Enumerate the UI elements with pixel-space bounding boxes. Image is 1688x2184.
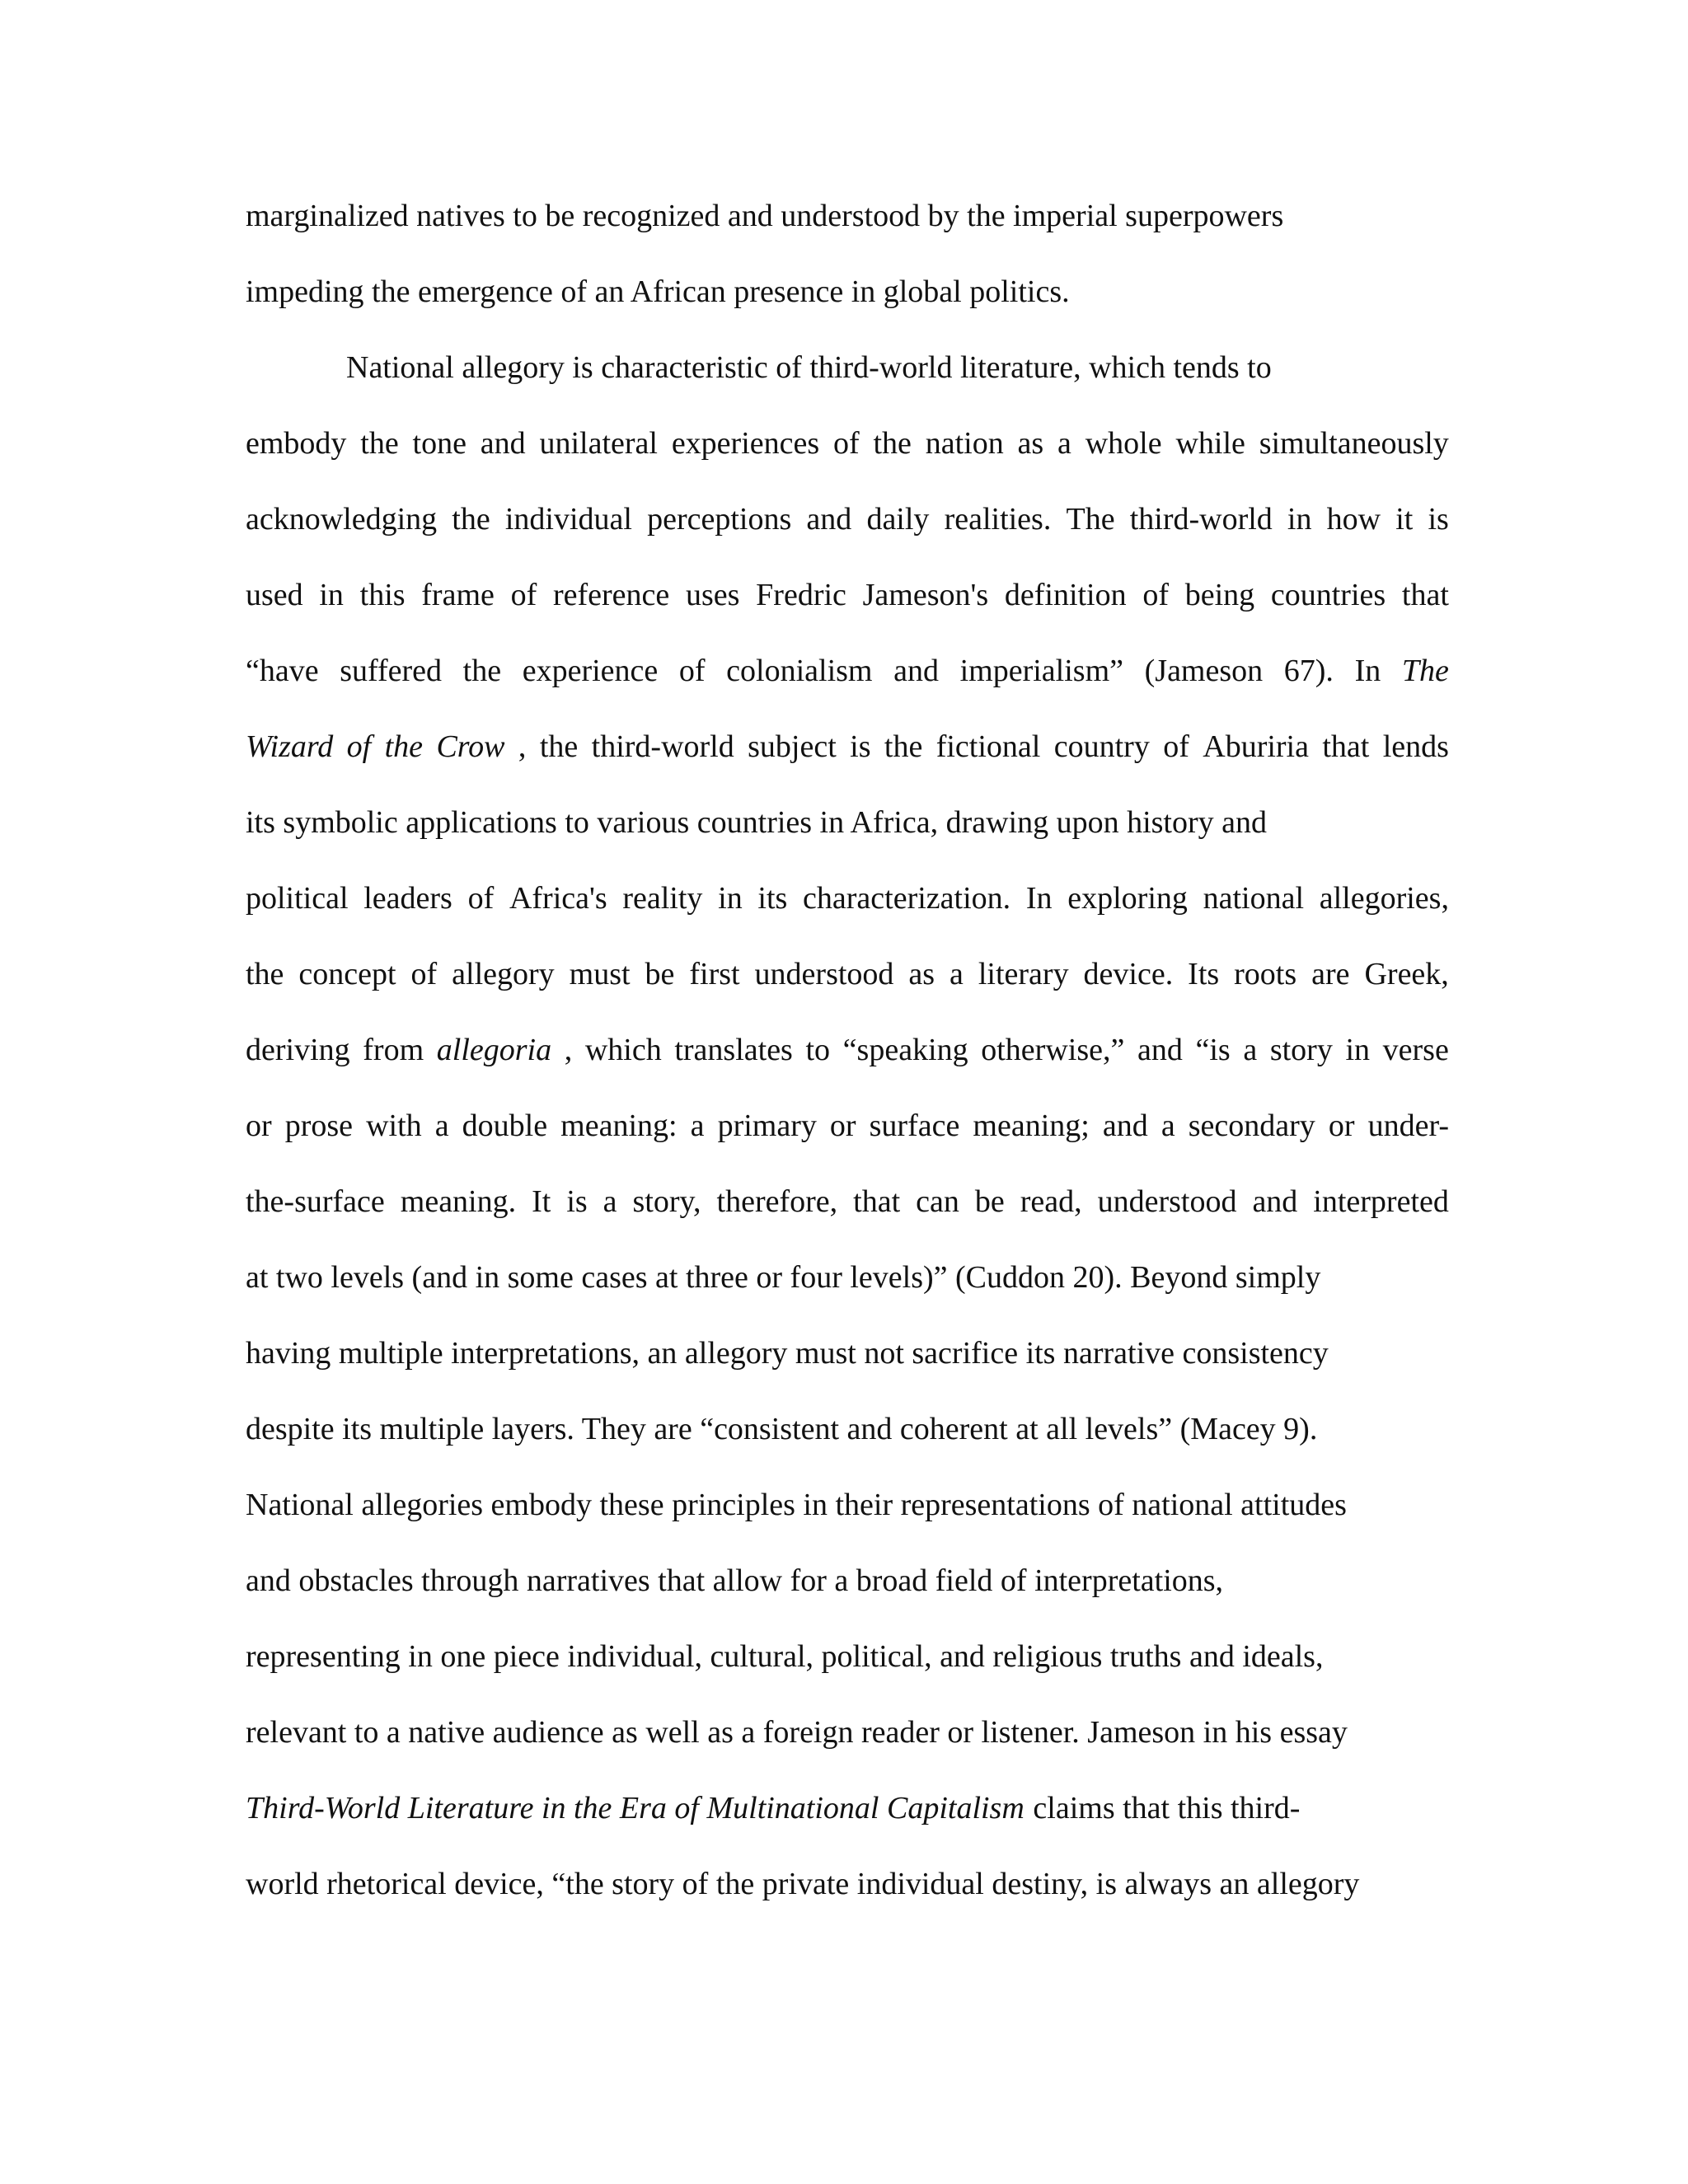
text-line xyxy=(246,1025,1449,1101)
text-word: allegory xyxy=(452,957,555,991)
text-word: Its xyxy=(1188,957,1220,991)
text-word: the xyxy=(539,729,579,764)
text-word: and xyxy=(1252,1184,1298,1219)
text-word: third-world xyxy=(1129,502,1273,537)
text-word: otherwise,” xyxy=(981,1033,1125,1067)
text-word: definition xyxy=(1004,578,1127,612)
text-word: lends xyxy=(1382,729,1449,764)
text-word: nation xyxy=(925,426,1004,461)
text-segment: impeding the emergence of an African presence in global politics. xyxy=(246,274,1070,309)
text-line xyxy=(246,1329,1449,1404)
italic-segment: Third-World Literature in the Era of Multinational Capitalism xyxy=(246,1791,1025,1825)
text-word: Fredric xyxy=(756,578,846,612)
text-word: in xyxy=(718,881,743,916)
text-segment: world rhetorical device, “the story of the private individual destiny, is always an allegory xyxy=(246,1867,1360,1901)
text-segment: marginalized natives to be recognized and understood by the imperial superpowers xyxy=(246,199,1284,233)
text-word: verse xyxy=(1382,1033,1449,1067)
text-word: experiences xyxy=(671,426,820,461)
text-word: which xyxy=(584,1033,662,1067)
text-word: as xyxy=(1017,426,1044,461)
text-word: in xyxy=(1287,502,1312,537)
text-word: a xyxy=(950,957,964,991)
text-word: national xyxy=(1203,881,1305,916)
text-line xyxy=(246,722,1449,798)
text-line xyxy=(246,570,1449,646)
text-word: a xyxy=(1057,426,1071,461)
text-word: a xyxy=(1243,1033,1258,1067)
text-word: story, xyxy=(632,1184,701,1219)
text-word: Aburiria xyxy=(1203,729,1309,764)
text-segment: representing in one piece individual, cultural, political, and religious truths and ideals, xyxy=(246,1639,1324,1674)
text-word: meaning: xyxy=(560,1108,678,1143)
text-word: secondary xyxy=(1188,1108,1315,1143)
text-line xyxy=(246,494,1449,570)
text-line xyxy=(246,1556,1449,1632)
text-word: of xyxy=(410,957,438,991)
text-word: is xyxy=(1428,502,1449,537)
text-word: primary xyxy=(717,1108,817,1143)
text-word: meaning. xyxy=(400,1184,517,1219)
text-word: and xyxy=(1102,1108,1148,1143)
text-word: understood xyxy=(1097,1184,1237,1219)
text-line xyxy=(246,1177,1449,1253)
text-word: or xyxy=(1328,1108,1355,1143)
text-word: embody xyxy=(246,426,347,461)
text-word: exploring xyxy=(1067,881,1188,916)
text-segment: despite its multiple layers. They are “consistent and coherent at all levels” (Macey 9). xyxy=(246,1412,1318,1446)
italic-word: Wizard xyxy=(246,729,334,764)
text-word: subject xyxy=(748,729,837,764)
text-word: be xyxy=(974,1184,1005,1219)
text-word: of xyxy=(1163,729,1189,764)
text-word: political xyxy=(246,881,349,916)
text-word: , xyxy=(564,1033,573,1067)
text-word: countries xyxy=(1270,578,1386,612)
text-word: suffered xyxy=(340,654,443,688)
text-word: meaning; xyxy=(973,1108,1090,1143)
text-line xyxy=(246,419,1449,494)
text-line xyxy=(246,1404,1449,1480)
text-line xyxy=(246,1101,1449,1177)
text-word: a xyxy=(1160,1108,1175,1143)
text-word: third-world xyxy=(591,729,734,764)
text-word: reality xyxy=(622,881,703,916)
text-word: the-surface xyxy=(246,1184,385,1219)
text-line xyxy=(246,949,1449,1025)
text-word: of xyxy=(678,654,706,688)
text-word: and xyxy=(893,654,939,688)
text-word: or xyxy=(246,1108,272,1143)
body-text xyxy=(246,191,1449,1935)
text-word: the xyxy=(462,654,502,688)
text-word: and xyxy=(806,502,852,537)
text-word: In xyxy=(1025,881,1053,916)
text-word: of xyxy=(467,881,495,916)
text-word: this xyxy=(359,578,406,612)
text-word: that xyxy=(1322,729,1370,764)
text-word: deriving xyxy=(246,1033,350,1067)
text-word: and xyxy=(1137,1033,1183,1067)
text-word: The xyxy=(1066,502,1115,537)
text-word: Africa's xyxy=(509,881,607,916)
text-word: being xyxy=(1184,578,1255,612)
text-line xyxy=(246,1480,1449,1556)
text-word: fictional xyxy=(935,729,1041,764)
text-word: a xyxy=(690,1108,705,1143)
text-word: allegories, xyxy=(1319,881,1449,916)
text-word: a xyxy=(434,1108,449,1143)
text-word: concept xyxy=(298,957,396,991)
text-word: characterization. xyxy=(803,881,1011,916)
text-word: double xyxy=(462,1108,548,1143)
text-word: is xyxy=(566,1184,588,1219)
text-line xyxy=(246,343,1449,419)
text-word: Jameson's xyxy=(862,578,989,612)
text-word: frame xyxy=(421,578,495,612)
text-segment: and obstacles through narratives that allow for a broad field of interpretations, xyxy=(246,1563,1224,1598)
text-segment: relevant to a native audience as well as a foreign reader or listener. Jameson in his essay xyxy=(246,1715,1348,1750)
text-line xyxy=(246,191,1449,267)
text-word: of xyxy=(510,578,537,612)
text-word: in xyxy=(1345,1033,1371,1067)
text-word: can xyxy=(916,1184,959,1219)
text-word: the xyxy=(452,502,490,537)
text-word: of xyxy=(832,426,860,461)
text-word: (Jameson xyxy=(1144,654,1264,688)
text-word: Greek, xyxy=(1364,957,1449,991)
text-word: leaders xyxy=(363,881,452,916)
text-word: how xyxy=(1326,502,1381,537)
text-word: imperialism” xyxy=(959,654,1123,688)
text-word: interpreted xyxy=(1313,1184,1449,1219)
text-word: understood xyxy=(754,957,894,991)
text-segment: having multiple interpretations, an allegory must not sacrifice its narrative consistency xyxy=(246,1336,1329,1371)
text-word: tone xyxy=(412,426,467,461)
text-word: a xyxy=(603,1184,617,1219)
text-line xyxy=(246,267,1449,343)
text-word: acknowledging xyxy=(246,502,438,537)
text-word: it xyxy=(1395,502,1414,537)
text-word: “have xyxy=(246,654,319,688)
text-word: colonialism xyxy=(726,654,873,688)
text-word: roots xyxy=(1234,957,1297,991)
text-line xyxy=(246,1859,1449,1935)
text-segment: claims that this third- xyxy=(1033,1791,1301,1825)
text-word: In xyxy=(1354,654,1381,688)
italic-word: of xyxy=(346,729,372,764)
text-word: in xyxy=(319,578,344,612)
text-line xyxy=(246,798,1449,874)
text-word: reference xyxy=(552,578,670,612)
text-segment: National allegory is characteristic of third-world literature, which tends to xyxy=(346,350,1272,385)
text-line xyxy=(246,1708,1449,1783)
text-segment: its symbolic applications to various countries in Africa, drawing upon history and xyxy=(246,805,1268,840)
text-word: “speaking xyxy=(842,1033,968,1067)
text-word: must xyxy=(569,957,631,991)
text-word: while xyxy=(1175,426,1245,461)
text-word: perceptions xyxy=(647,502,792,537)
italic-word: allegoria xyxy=(436,1033,552,1067)
text-word: that xyxy=(853,1184,901,1219)
text-segment: National allegories embody these principles in their representations of national attitudes xyxy=(246,1488,1347,1522)
text-word: that xyxy=(1401,578,1449,612)
text-word: device. xyxy=(1083,957,1174,991)
text-word: are xyxy=(1311,957,1350,991)
text-word: realities. xyxy=(944,502,1052,537)
text-word: simultaneously xyxy=(1259,426,1449,461)
text-line xyxy=(246,1632,1449,1708)
text-word: its xyxy=(757,881,788,916)
text-line xyxy=(246,1253,1449,1329)
text-word: used xyxy=(246,578,303,612)
text-word: experience xyxy=(522,654,659,688)
text-word: therefore, xyxy=(716,1184,838,1219)
text-word: story xyxy=(1269,1033,1333,1067)
text-word: “is xyxy=(1195,1033,1231,1067)
text-word: literary xyxy=(978,957,1069,991)
text-line xyxy=(246,646,1449,722)
text-word: as xyxy=(908,957,935,991)
text-word: translates xyxy=(674,1033,793,1067)
text-word: unilateral xyxy=(539,426,658,461)
text-word: surface xyxy=(869,1108,960,1143)
text-word: is xyxy=(850,729,871,764)
text-word: from xyxy=(363,1033,424,1067)
text-word: the xyxy=(246,957,284,991)
text-word: and xyxy=(480,426,526,461)
text-word: with xyxy=(366,1108,422,1143)
text-word: first xyxy=(689,957,740,991)
text-word: 67). xyxy=(1283,654,1334,688)
text-word: read, xyxy=(1020,1184,1082,1219)
text-word: the xyxy=(360,426,399,461)
text-word: under- xyxy=(1367,1108,1449,1143)
italic-word: the xyxy=(384,729,424,764)
text-word: uses xyxy=(686,578,740,612)
text-word: prose xyxy=(284,1108,354,1143)
text-word: , xyxy=(518,729,527,764)
text-word: It xyxy=(532,1184,551,1219)
text-word: be xyxy=(645,957,675,991)
text-word: country xyxy=(1053,729,1150,764)
italic-word: The xyxy=(1401,654,1449,688)
text-word: the xyxy=(873,426,912,461)
text-line xyxy=(246,874,1449,949)
text-word: whole xyxy=(1085,426,1162,461)
text-word: to xyxy=(805,1033,831,1067)
text-word: the xyxy=(884,729,923,764)
text-word: of xyxy=(1142,578,1169,612)
text-line xyxy=(246,1783,1449,1859)
text-word: individual xyxy=(504,502,632,537)
italic-word: Crow xyxy=(436,729,505,764)
text-word: daily xyxy=(866,502,930,537)
text-word: or xyxy=(829,1108,856,1143)
text-segment: at two levels (and in some cases at three or four levels)” (Cuddon 20). Beyond simply xyxy=(246,1260,1321,1295)
